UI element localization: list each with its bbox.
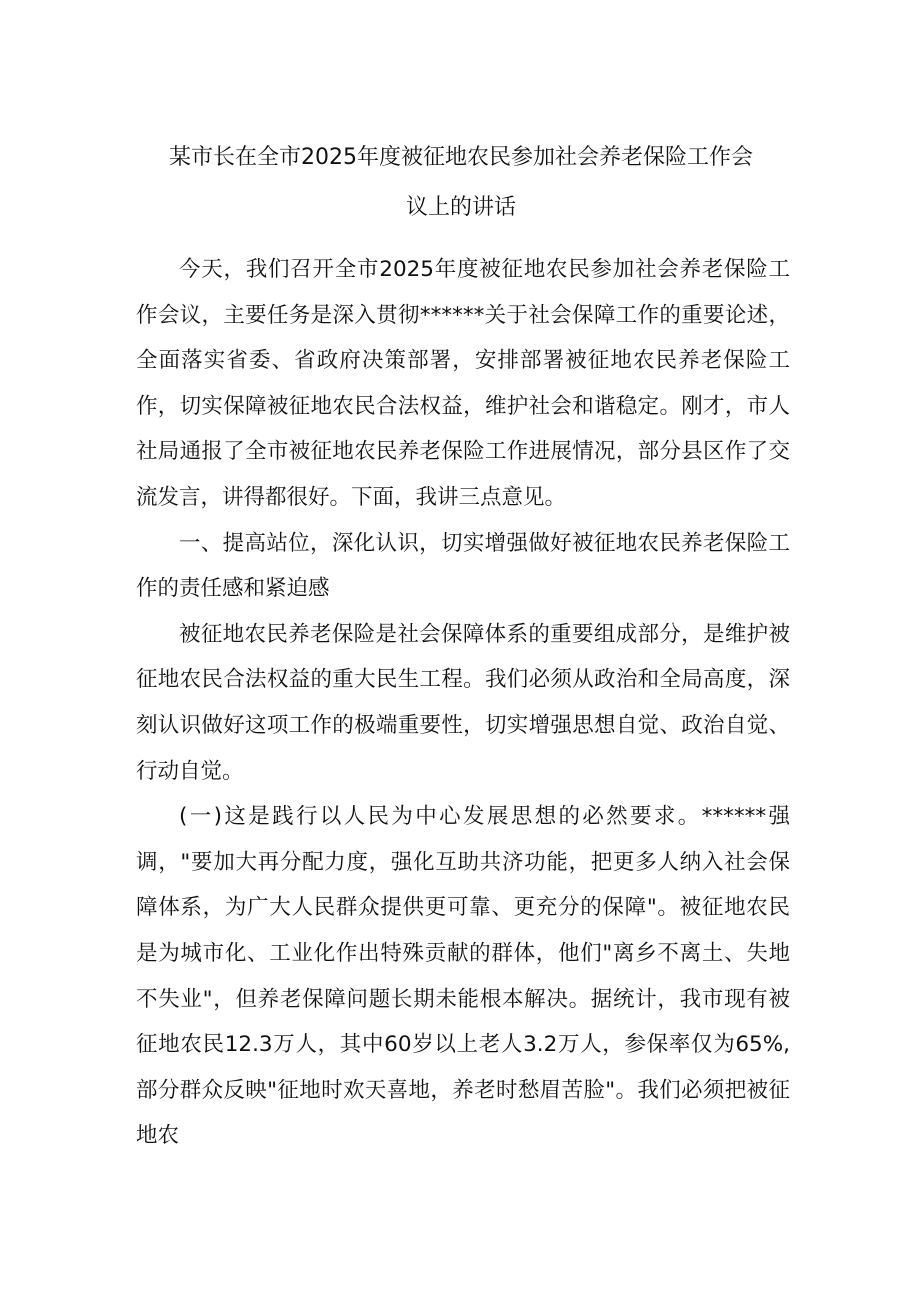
document-title-line-2: 议上的讲话 xyxy=(405,195,516,220)
paragraph-point-1: (一)这是践行以人民为中心发展思想的必然要求。******强调，"要加大再分配力度，强化互助共济功能，把更多人纳入社会保障体系，为广大人民群众提供更可靠、更充分的保障"。被征地农民是为城市化、工业化作出特殊贡献的群体，他们"离乡不离土、失地不失业"，但养老保障问题长期未能根本解决。据统计，我市现有被征地农民12.3万人，其中60岁以上老人3.2万人，参保率仅为65%,部分群众反映"征地时欢天喜地，养老时愁眉苦脸"。我们必须把被征地农 xyxy=(136,804,790,1149)
section-heading-1: 一、提高站位，深化认识，切实增强做好被征地农民养老保险工作的责任感和紧迫感 xyxy=(136,530,790,602)
document-title-line-1: 某市长在全市2025年度被征地农民参加社会养老保险工作会 xyxy=(169,145,753,170)
paragraph-intro: 今天，我们召开全市2025年度被征地农民参加社会养老保险工作会议，主要任务是深入贯彻******关于社会保障工作的重要论述，全面落实省委、省政府决策部署，安排部署被征地农民养老保险工作，切实保障被征地农民合法权益，维护社会和谐稳定。刚才，市人社局通报了全市被征地农民养老保险工作进展情况，部分县区作了交流发言，讲得都很好。下面，我讲三点意见。 xyxy=(136,257,790,510)
paragraph-section-1: 被征地农民养老保险是社会保障体系的重要组成部分，是维护被征地农民合法权益的重大民生工程。我们必须从政治和全局高度，深刻认识做好这项工作的极端重要性，切实增强思想自觉、政治自觉、行动自觉。 xyxy=(136,621,790,784)
document-body xyxy=(136,247,790,1159)
